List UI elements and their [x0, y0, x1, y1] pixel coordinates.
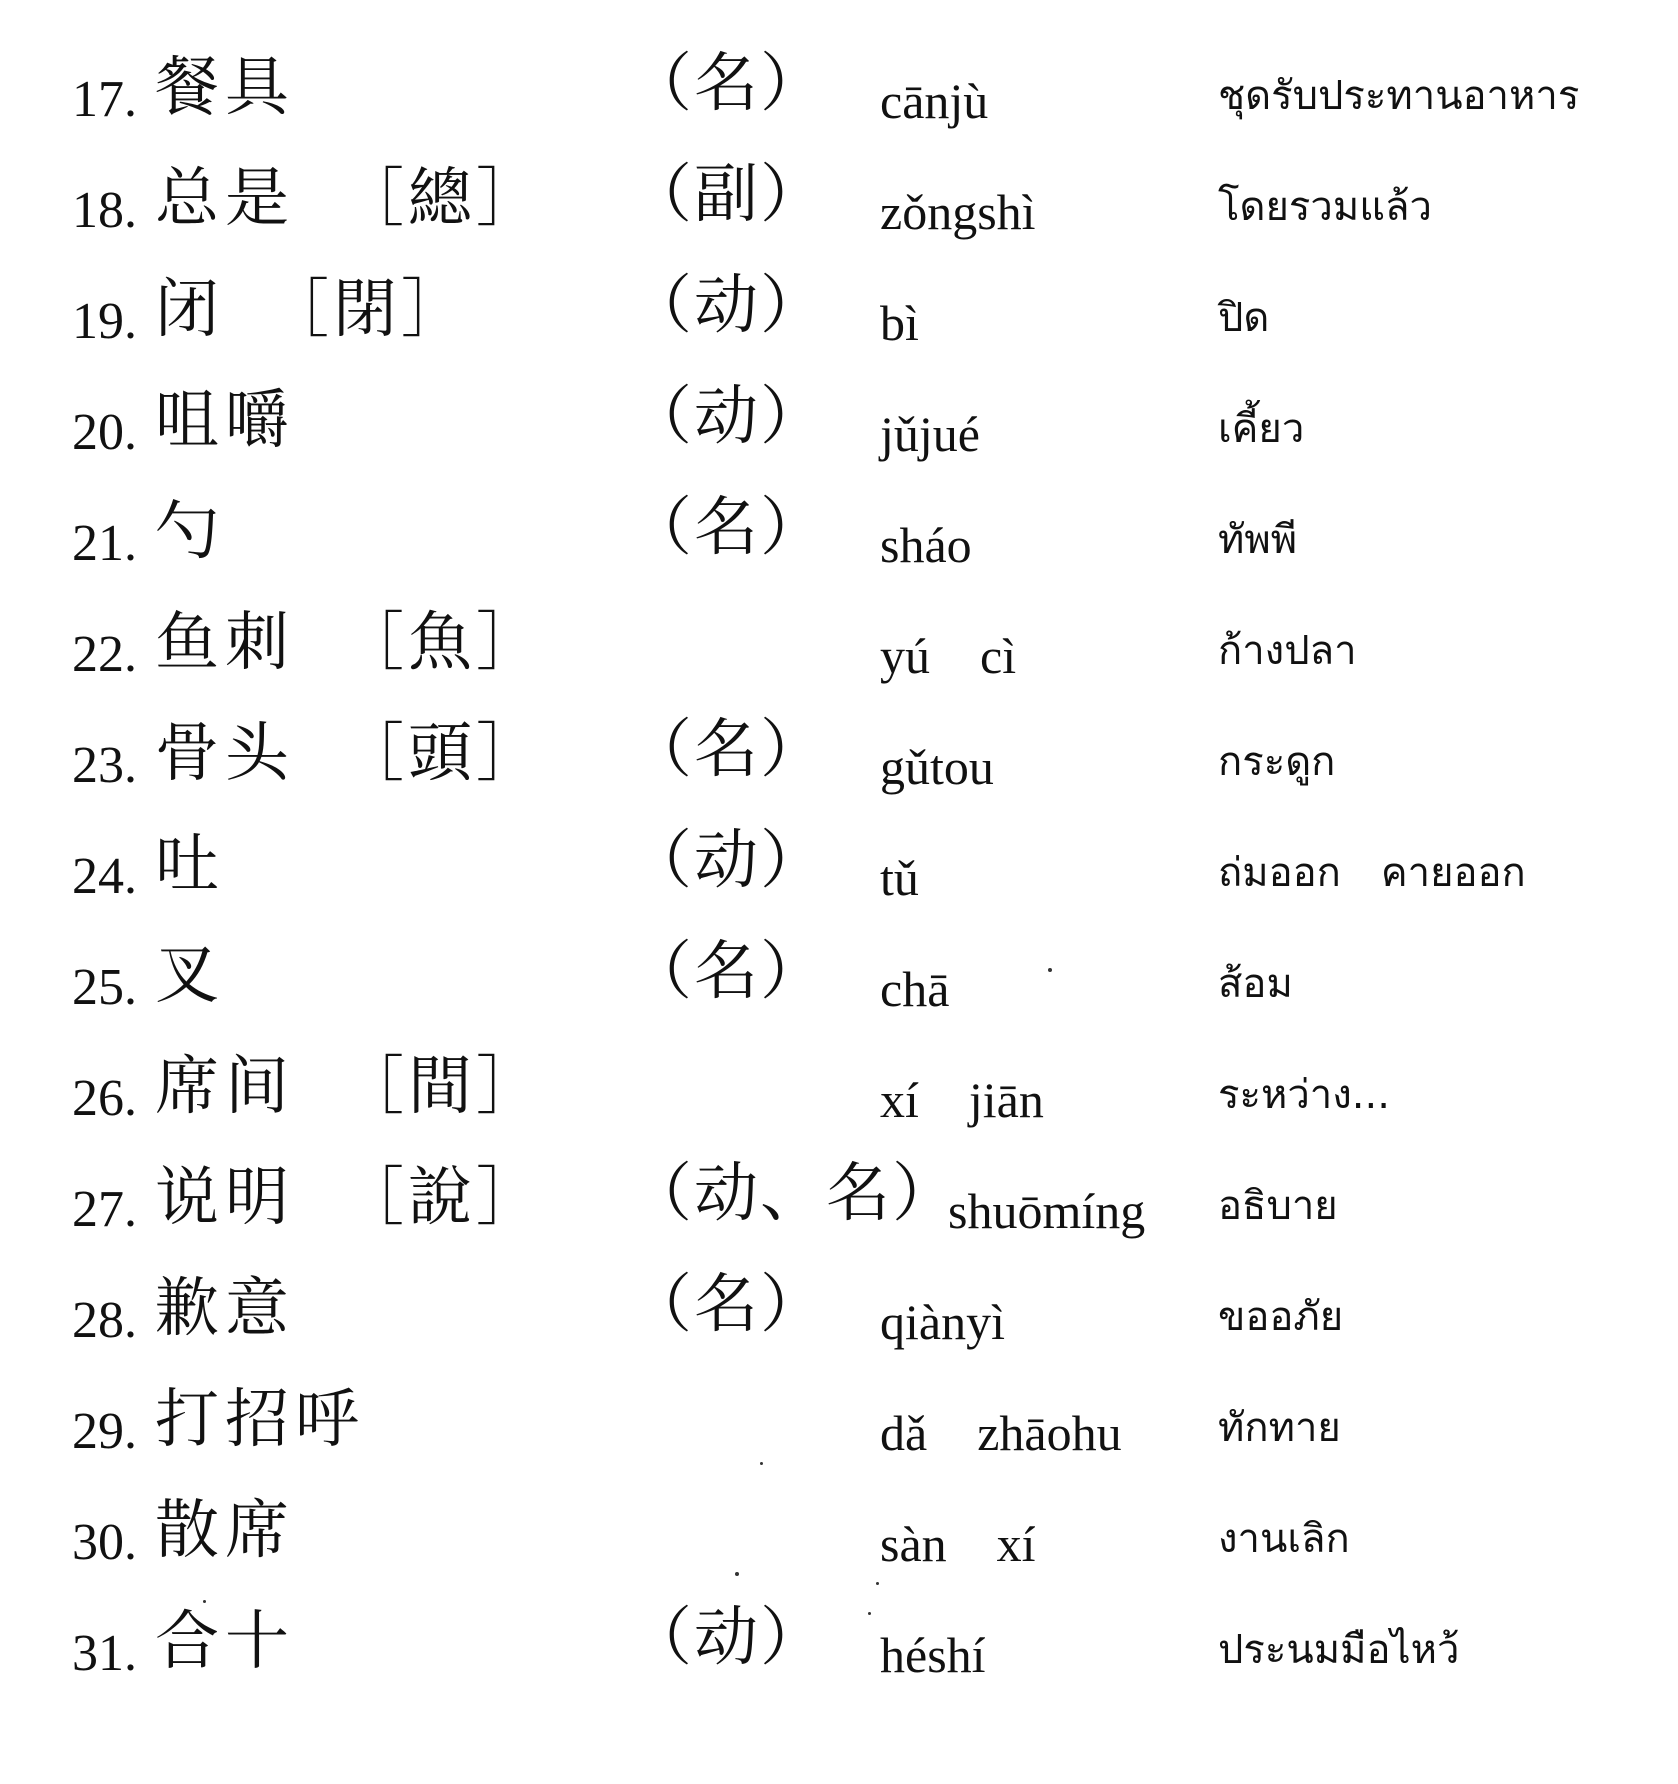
simplified-chinese: 闭: [155, 273, 225, 347]
simplified-chinese: 打招呼: [155, 1383, 365, 1457]
thai-translation: ระหว่าง...: [1218, 1072, 1390, 1118]
part-of-speech: （动、名）: [628, 1157, 958, 1231]
scan-speck: [760, 1462, 763, 1465]
vocab-row-20: [0, 381, 1678, 491]
simplified-chinese: 咀嚼: [155, 384, 295, 458]
simplified-chinese: 散席: [155, 1494, 295, 1568]
pinyin: bì: [880, 295, 919, 351]
vocab-row-24: [0, 825, 1678, 935]
thai-translation: กระดูก: [1218, 739, 1336, 785]
traditional-chinese: ［總］: [340, 162, 544, 236]
pinyin: shuōmíng: [948, 1183, 1146, 1239]
pinyin: gǔtou: [880, 739, 994, 795]
pinyin: qiànyì: [880, 1294, 1005, 1350]
scan-speck: [203, 1600, 206, 1603]
vocab-row-30: [0, 1491, 1678, 1601]
thai-translation: ปิด: [1218, 295, 1270, 341]
entry-number: 18.: [72, 182, 137, 239]
scan-speck: [735, 1572, 739, 1576]
pinyin: zǒngshì: [880, 184, 1036, 240]
thai-translation: งานเลิก: [1218, 1516, 1350, 1562]
scan-speck: [868, 1612, 871, 1615]
simplified-chinese: 合十: [155, 1605, 295, 1679]
entry-number: 27.: [72, 1181, 137, 1238]
vocab-row-27: [0, 1158, 1678, 1268]
traditional-chinese: ［頭］: [340, 717, 544, 791]
thai-translation: โดยรวมแล้ว: [1218, 184, 1432, 230]
entry-number: 23.: [72, 737, 137, 794]
part-of-speech: （名）: [628, 47, 826, 121]
thai-translation: ก้างปลา: [1218, 628, 1357, 674]
pinyin: sháo: [880, 517, 972, 573]
entry-number: 28.: [72, 1292, 137, 1349]
pinyin: chā: [880, 961, 950, 1017]
simplified-chinese: 骨头: [155, 717, 295, 791]
thai-translation: ส้อม: [1218, 961, 1293, 1007]
thai-translation: ประนมมือไหว้: [1218, 1627, 1460, 1673]
vocab-row-23: [0, 714, 1678, 824]
vocab-row-18: [0, 159, 1678, 269]
part-of-speech: （名）: [628, 935, 826, 1009]
pinyin: sàn xí: [880, 1516, 1036, 1572]
thai-translation: ทักทาย: [1218, 1405, 1341, 1451]
simplified-chinese: 席间: [155, 1050, 295, 1124]
thai-translation: อธิบาย: [1218, 1183, 1338, 1229]
vocab-row-17: [0, 48, 1678, 158]
vocab-row-28: [0, 1269, 1678, 1379]
part-of-speech: （副）: [628, 158, 826, 232]
thai-translation: เคี้ยว: [1218, 406, 1305, 452]
traditional-chinese: ［閉］: [265, 273, 469, 347]
scan-speck: [1048, 968, 1052, 972]
part-of-speech: （名）: [628, 1268, 826, 1342]
entry-number: 31.: [72, 1625, 137, 1682]
simplified-chinese: 鱼刺: [155, 606, 295, 680]
entry-number: 29.: [72, 1403, 137, 1460]
simplified-chinese: 餐具: [155, 51, 295, 125]
part-of-speech: （名）: [628, 713, 826, 787]
part-of-speech: （动）: [628, 1601, 826, 1675]
entry-number: 20.: [72, 404, 137, 461]
thai-translation: ถ่มออก คายออก: [1218, 850, 1526, 896]
simplified-chinese: 叉: [155, 939, 225, 1013]
vocab-row-29: [0, 1380, 1678, 1490]
entry-number: 21.: [72, 515, 137, 572]
part-of-speech: （动）: [628, 824, 826, 898]
traditional-chinese: ［間］: [340, 1050, 544, 1124]
simplified-chinese: 总是: [155, 162, 295, 236]
pinyin: yú cì: [880, 628, 1017, 684]
vocab-row-31: [0, 1602, 1678, 1712]
entry-number: 24.: [72, 848, 137, 905]
pinyin: cānjù: [880, 73, 989, 129]
vocab-row-25: [0, 936, 1678, 1046]
vocab-row-26: [0, 1047, 1678, 1157]
simplified-chinese: 说明: [155, 1161, 295, 1235]
pinyin: dǎ zhāohu: [880, 1405, 1122, 1461]
thai-translation: ทัพพี: [1218, 517, 1298, 563]
simplified-chinese: 勺: [155, 495, 225, 569]
entry-number: 25.: [72, 959, 137, 1016]
pinyin: xí jiān: [880, 1072, 1044, 1128]
vocab-row-21: [0, 492, 1678, 602]
part-of-speech: （动）: [628, 269, 826, 343]
simplified-chinese: 歉意: [155, 1272, 295, 1346]
traditional-chinese: ［魚］: [340, 606, 544, 680]
vocab-row-19: [0, 270, 1678, 380]
traditional-chinese: ［說］: [340, 1161, 544, 1235]
vocab-row-22: [0, 603, 1678, 713]
scan-speck: [876, 1582, 879, 1585]
part-of-speech: （名）: [628, 491, 826, 565]
entry-number: 30.: [72, 1514, 137, 1571]
simplified-chinese: 吐: [155, 828, 225, 902]
entry-number: 19.: [72, 293, 137, 350]
entry-number: 22.: [72, 626, 137, 683]
pinyin: jǔjué: [880, 406, 980, 462]
thai-translation: ชุดรับประทานอาหาร: [1218, 73, 1580, 119]
thai-translation: ขออภัย: [1218, 1294, 1344, 1340]
entry-number: 26.: [72, 1070, 137, 1127]
pinyin: tǔ: [880, 850, 919, 906]
pinyin: héshí: [880, 1627, 986, 1683]
entry-number: 17.: [72, 71, 137, 128]
part-of-speech: （动）: [628, 380, 826, 454]
